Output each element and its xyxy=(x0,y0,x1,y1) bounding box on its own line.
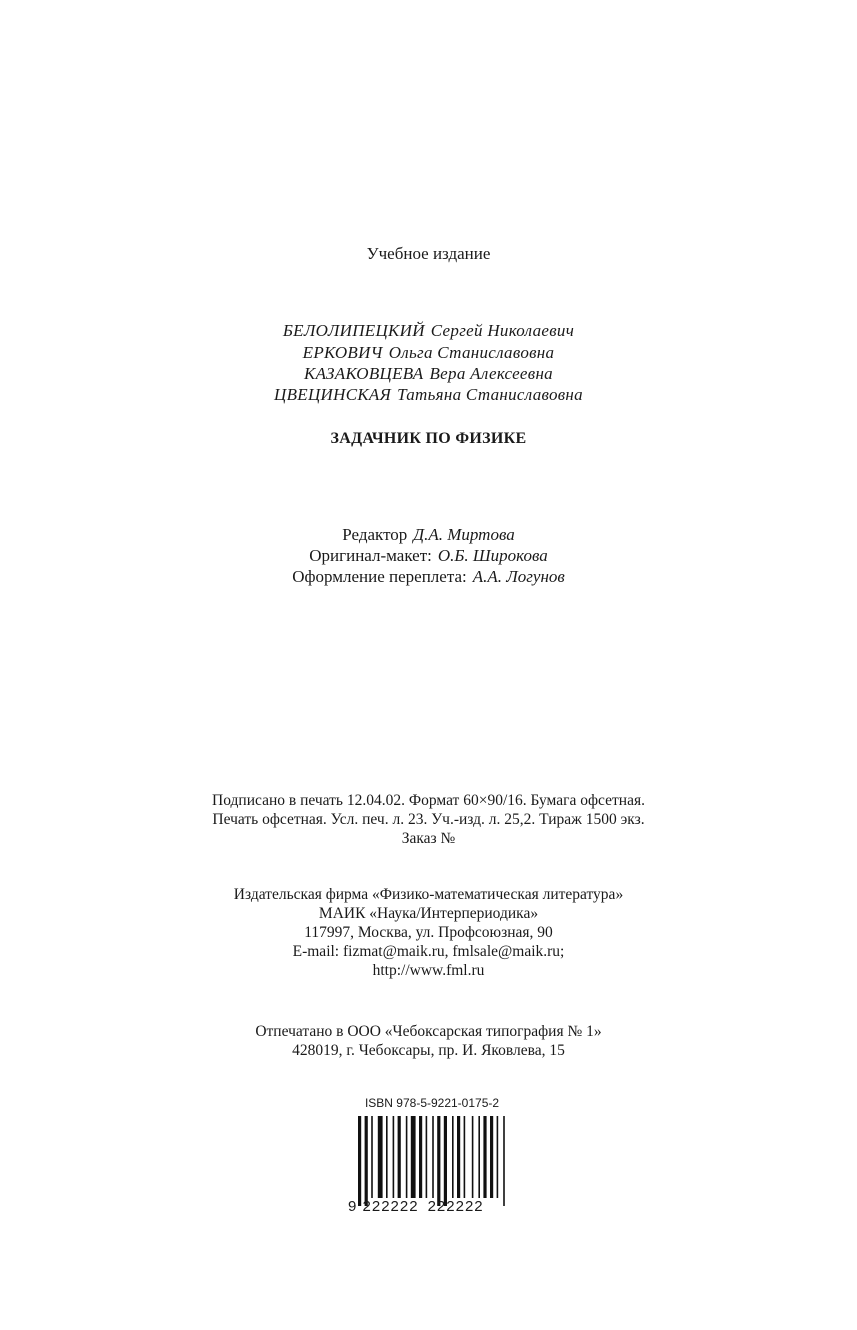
credit-layout xyxy=(0,546,857,566)
print-details-line-3: Заказ № xyxy=(401,830,456,847)
credit-person: А.А. Логунов xyxy=(472,567,565,586)
barcode-bar xyxy=(503,1116,505,1206)
book-title: ЗАДАЧНИК ПО ФИЗИКЕ xyxy=(330,430,527,447)
barcode-digits xyxy=(348,1198,484,1215)
barcode-bar xyxy=(398,1116,401,1198)
barcode-bar xyxy=(464,1116,466,1198)
barcode-bar xyxy=(478,1116,480,1198)
barcode-bar xyxy=(472,1116,474,1198)
publisher-line-4: E-mail: fizmat@maik.ru, fmlsale@maik.ru; xyxy=(292,943,565,960)
credit-role: Редактор xyxy=(342,525,408,544)
barcode-bar xyxy=(358,1116,361,1206)
barcode-left-group: 222222 xyxy=(362,1198,419,1215)
barcode-bar xyxy=(393,1116,395,1198)
publisher-line-5: http://www.fml.ru xyxy=(372,962,485,979)
author-name: Вера Алексеевна xyxy=(429,364,553,383)
barcode-bar xyxy=(386,1116,388,1198)
credit-role: Оформление переплета: xyxy=(292,567,467,586)
isbn-label: ISBN 978-5-9221-0175-2 xyxy=(364,1096,500,1110)
barcode-bar xyxy=(497,1116,499,1198)
barcode-bar xyxy=(483,1116,486,1198)
author-name: Татьяна Станиславовна xyxy=(397,385,583,404)
barcode-right-group: 222222 xyxy=(427,1198,484,1215)
credit-person: Д.А. Миртова xyxy=(413,525,515,544)
credit-editor xyxy=(0,525,857,545)
author-name: Ольга Станиславовна xyxy=(388,343,555,362)
author-surname: ЦВЕЦИНСКАЯ xyxy=(274,385,392,404)
barcode-bar xyxy=(437,1116,440,1206)
author-name: Сергей Николаевич xyxy=(430,321,575,340)
credit-binding xyxy=(0,567,857,587)
credit-person: О.Б. Широкова xyxy=(437,546,548,565)
barcode-bar xyxy=(426,1116,428,1198)
author-surname: КАЗАКОВЦЕВА xyxy=(304,364,424,383)
barcode-bar xyxy=(444,1116,447,1206)
author-surname: БЕЛОЛИПЕЦКИЙ xyxy=(282,321,425,340)
barcode-bar xyxy=(432,1116,434,1198)
printer-line-1: Отпечатано в ООО «Чебоксарская типография № 1» xyxy=(255,1023,602,1040)
barcode-bar xyxy=(371,1116,373,1198)
publisher-line-2: МАИК «Наука/Интерпериодика» xyxy=(318,905,539,922)
printer-line-2: 428019, г. Чебоксары, пр. И. Яковлева, 15 xyxy=(292,1042,565,1059)
barcode-bar xyxy=(406,1116,408,1198)
author-4 xyxy=(0,385,857,405)
barcode-bar xyxy=(419,1116,422,1198)
barcode-bar xyxy=(490,1116,493,1198)
publisher-line-3: 117997, Москва, ул. Профсоюзная, 90 xyxy=(304,924,553,941)
credit-role: Оригинал-макет: xyxy=(309,546,432,565)
barcode-bar xyxy=(457,1116,460,1198)
barcode-bar xyxy=(365,1116,368,1206)
barcode-bars xyxy=(348,1116,508,1206)
barcode xyxy=(348,1096,508,1215)
publisher-line-1: Издательская фирма «Физико-математическая литература» xyxy=(233,886,624,903)
barcode-first-digit: 9 xyxy=(348,1198,358,1215)
author-2 xyxy=(0,343,857,363)
author-3 xyxy=(0,364,857,384)
print-details-line-1: Подписано в печать 12.04.02. Формат 60×90/16. Бумага офсетная. xyxy=(212,792,645,809)
barcode-bar xyxy=(452,1116,454,1198)
barcode-bar xyxy=(411,1116,416,1198)
barcode-bar xyxy=(378,1116,383,1198)
author-surname: ЕРКОВИЧ xyxy=(302,343,383,362)
print-details-line-2: Печать офсетная. Усл. печ. л. 23. Уч.-изд. л. 25,2. Тираж 1500 экз. xyxy=(212,811,645,828)
edition-type: Учебное издание xyxy=(366,244,491,263)
author-1 xyxy=(0,321,857,341)
